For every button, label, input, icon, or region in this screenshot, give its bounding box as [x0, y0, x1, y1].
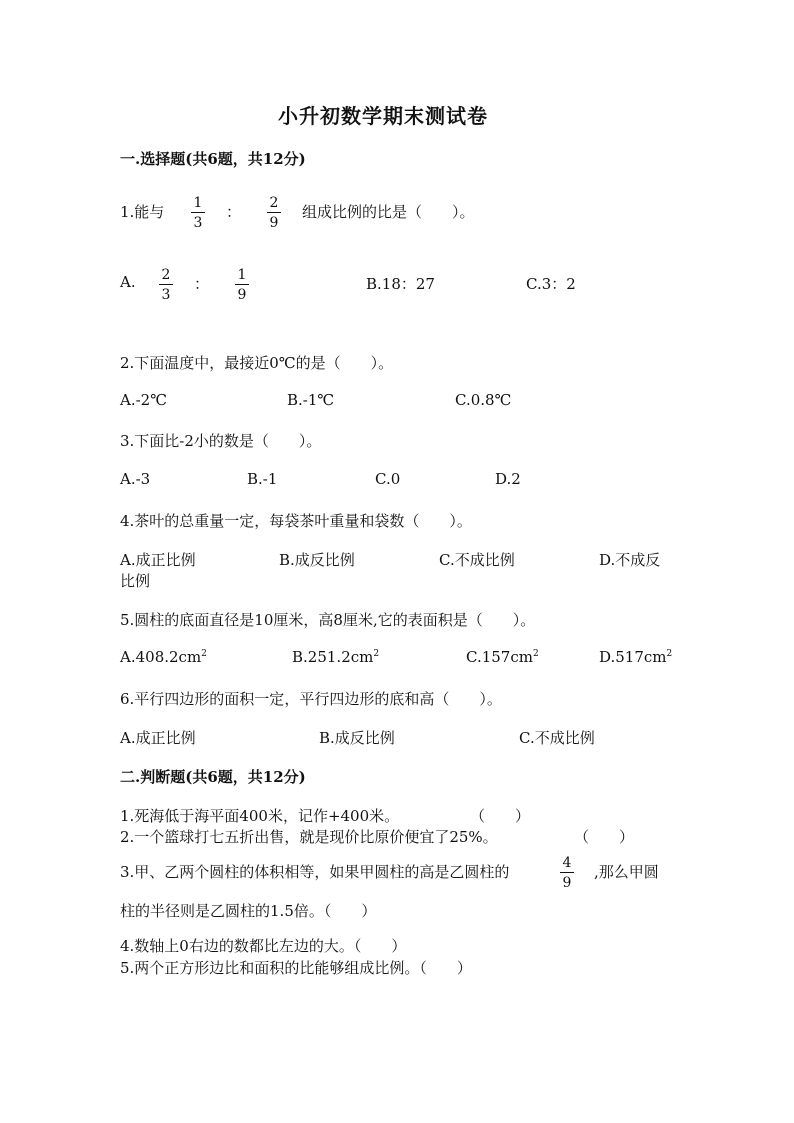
superscript: 2	[373, 649, 380, 659]
superscript: 2	[201, 649, 207, 659]
section-2-heading: 二.判断题(共6题，共12分)	[120, 768, 306, 786]
numerator: 4	[562, 855, 572, 871]
judge-3-fraction	[560, 855, 574, 891]
judge-1-paren: （ ）	[470, 807, 531, 825]
question-6-option-a: A.成正比例	[120, 729, 196, 747]
superscript: 2	[666, 649, 673, 659]
question-4-option-d: D.不成反	[599, 551, 661, 569]
fraction-bar	[159, 284, 173, 285]
question-6-option-b: B.成反比例	[319, 729, 395, 747]
question-3-option-b: B.-1	[247, 470, 278, 488]
numerator: 2	[269, 195, 279, 211]
question-5-text: 5.圆柱的底面直径是10厘米，高8厘米,它的表面积是（ ）。	[120, 611, 536, 629]
question-2-option-a: A.-2℃	[120, 391, 167, 409]
question-2-option-b: B.-1℃	[287, 391, 335, 409]
section-1-heading: 一.选择题(共6题，共12分)	[120, 150, 306, 168]
denominator: 3	[193, 215, 203, 231]
numerator: 1	[237, 267, 247, 283]
fraction-bar	[191, 212, 205, 213]
question-1-option-c: C.3：2	[526, 275, 576, 293]
judge-1-text: 1.死海低于海平面400米，记作+400米。	[120, 807, 400, 825]
denominator: 9	[562, 875, 572, 891]
question-1-fraction-b	[267, 195, 281, 231]
question-6-option-c: C.不成比例	[519, 729, 595, 747]
page-title: 小升初数学期末测试卷	[278, 104, 488, 128]
option-text: D.517cm	[599, 648, 667, 666]
question-1-option-b: B.18：27	[366, 275, 435, 293]
question-4-option-c: C.不成比例	[439, 551, 515, 569]
judge-2-paren: （ ）	[574, 828, 635, 846]
question-4-text: 4.茶叶的总重量一定，每袋茶叶重量和袋数（ ）。	[120, 512, 472, 530]
question-1-option-a-colon: ：	[194, 275, 210, 293]
question-4-option-d-wrap: 比例	[120, 572, 151, 590]
question-1-option-a-fraction-2	[235, 267, 249, 303]
denominator: 9	[269, 215, 279, 231]
question-1-option-a-fraction-1	[159, 267, 173, 303]
superscript: 2	[532, 649, 539, 659]
question-6-text: 6.平行四边形的面积一定，平行四边形的底和高（ ）。	[120, 690, 502, 708]
fraction-bar	[267, 212, 281, 213]
option-text: C.157cm	[466, 648, 533, 666]
question-1-colon: ：	[226, 203, 242, 221]
question-2-text: 2.下面温度中，最接近0℃的是（ ）。	[120, 354, 394, 372]
question-1-option-a-label: A.	[120, 273, 136, 291]
question-5-option-c	[466, 648, 539, 666]
numerator: 2	[161, 267, 171, 283]
numerator: 1	[193, 195, 203, 211]
question-1-prefix: 1.能与	[120, 203, 165, 221]
fraction-bar	[560, 872, 574, 873]
judge-5-text: 5.两个正方形边比和面积的比能够组成比例。（ ）	[120, 959, 472, 977]
question-4-option-a: A.成正比例	[120, 551, 196, 569]
fraction-bar	[235, 284, 249, 285]
question-2-option-c: C.0.8℃	[455, 391, 512, 409]
denominator: 3	[161, 287, 171, 303]
question-3-option-a: A.-3	[120, 470, 151, 488]
question-1-suffix: 组成比例的比是（ ）。	[302, 203, 475, 221]
question-5-option-d	[599, 648, 672, 666]
option-text: A.408.2cm	[120, 648, 202, 666]
judge-2-text: 2.一个篮球打七五折出售，就是现价比原价便宜了25%。	[120, 828, 498, 846]
question-3-option-d: D.2	[495, 470, 521, 488]
judge-3-after: ,那么甲圆	[594, 863, 659, 881]
question-5-option-b	[292, 648, 379, 666]
judge-3-text: 3.甲、乙两个圆柱的体积相等，如果甲圆柱的高是乙圆柱的	[120, 863, 510, 881]
judge-3-line-2: 柱的半径则是乙圆柱的1.5倍。（ ）	[120, 902, 377, 920]
option-text: B.251.2cm	[292, 648, 374, 666]
judge-4-text: 4.数轴上0右边的数都比左边的大。（ ）	[120, 937, 407, 955]
question-5-option-a	[120, 648, 207, 666]
question-4-option-b: B.成反比例	[279, 551, 355, 569]
question-3-text: 3.下面比-2小的数是（ ）。	[120, 432, 322, 450]
question-3-option-c: C.0	[375, 470, 401, 488]
question-1-fraction-a	[191, 195, 205, 231]
denominator: 9	[237, 287, 247, 303]
